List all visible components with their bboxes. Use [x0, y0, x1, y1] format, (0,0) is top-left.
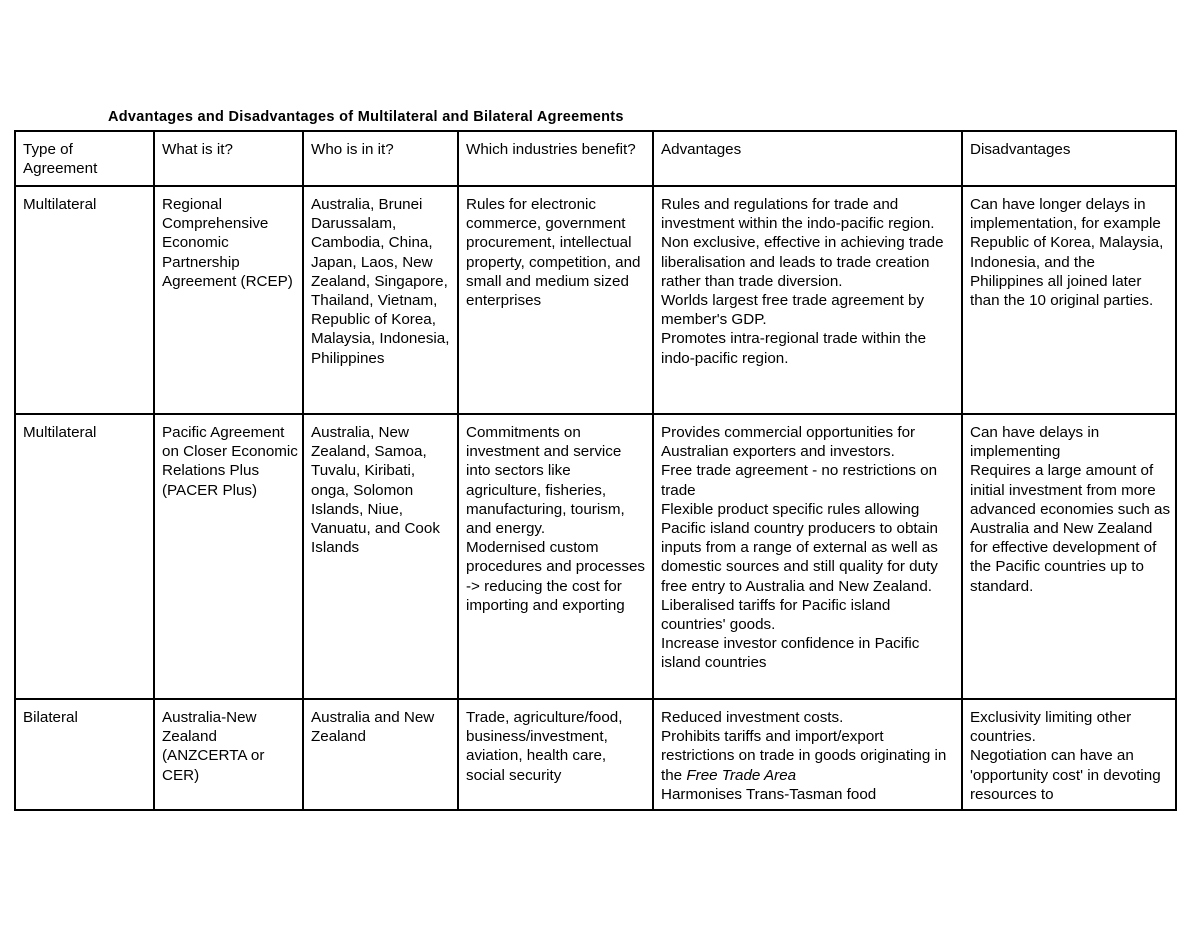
table-header-row	[15, 131, 1176, 186]
cell-industries: Trade, agriculture/food, business/investment, aviation, health care, social security	[458, 699, 653, 810]
disadvantage-item: Exclusivity limiting other countries.	[970, 709, 1132, 746]
table-row	[15, 186, 1176, 414]
advantage-item: Harmonises Trans-Tasman food	[661, 785, 877, 803]
table-row	[15, 414, 1176, 699]
header-who-is-in-it: Who is in it?	[303, 131, 458, 186]
advantage-item: Non exclusive, effective in achieving trade liberalisation and leads to trade creation rather than trade diversion.	[661, 234, 944, 290]
disadvantage-item: Can have longer delays in implementation, for example Republic of Korea, Malaysia, Indonesia, and the Philippines all joined later than the 10 original parties.	[970, 196, 1164, 310]
disadvantage-item: Negotiation can have an 'opportunity cost' in devoting resources to	[970, 747, 1161, 803]
free-trade-area-emphasis: Free Trade Area	[686, 766, 797, 784]
disadvantage-item: Requires a large amount of initial investment from more advanced economies such as Australia and New Zealand for effective development of the Pacific countries up to standard.	[970, 462, 1171, 595]
cell-industries	[458, 414, 653, 699]
advantage-item	[661, 727, 957, 785]
cell-who: Australia, Brunei Darussalam, Cambodia, China, Japan, Laos, New Zealand, Singapore, Thailand, Vietnam, Republic of Korea, Malaysia, Indonesia, Philippines	[303, 186, 458, 414]
advantage-item: Rules and regulations for trade and investment within the indo-pacific region.	[661, 196, 935, 233]
advantage-item: Promotes intra-regional trade within the indo-pacific region.	[661, 330, 927, 367]
industry-item: Commitments on investment and service into sectors like agriculture, fisheries, manufacturing, tourism, and energy.	[466, 424, 625, 538]
cell-advantages	[653, 414, 962, 699]
cell-what: Pacific Agreement on Closer Economic Relations Plus (PACER Plus)	[154, 414, 303, 699]
cell-type: Bilateral	[15, 699, 154, 810]
advantage-item: Flexible product specific rules allowing Pacific island country producers to obtain inputs from a range of external as well as domestic sources and still quality for duty free entry to Australia and New Zealand.	[661, 500, 938, 595]
advantage-item: Increase investor confidence in Pacific island countries	[661, 635, 920, 672]
cell-who: Australia and New Zealand	[303, 699, 458, 810]
advantage-text: Prohibits tariffs and import/export restrictions on trade in goods originating in the	[661, 728, 947, 784]
disadvantage-item: Can have delays in implementing	[970, 424, 1100, 461]
cell-advantages	[653, 699, 962, 810]
cell-disadvantages	[962, 186, 1176, 414]
cell-who: Australia, New Zealand, Samoa, Tuvalu, Kiribati, onga, Solomon Islands, Niue, Vanuatu, and Cook Islands	[303, 414, 458, 699]
cell-advantages	[653, 186, 962, 414]
header-advantages: Advantages	[653, 131, 962, 186]
header-disadvantages: Disadvantages	[962, 131, 1176, 186]
cell-disadvantages	[962, 699, 1176, 810]
cell-type: Multilateral	[15, 414, 154, 699]
table-row	[15, 699, 1176, 810]
advantage-item: Provides commercial opportunities for Australian exporters and investors.	[661, 424, 916, 461]
advantage-item: Free trade agreement - no restrictions on trade	[661, 462, 938, 499]
cell-disadvantages	[962, 414, 1176, 699]
cell-type: Multilateral	[15, 186, 154, 414]
advantage-item: Liberalised tariffs for Pacific island countries' goods.	[661, 596, 891, 634]
cell-what: Australia-New Zealand (ANZCERTA or CER)	[154, 699, 303, 810]
industry-item: Modernised custom procedures and processes -> reducing the cost for importing and exporting	[466, 539, 645, 614]
cell-industries: Rules for electronic commerce, government procurement, intellectual property, competition, and small and medium sized enterprises	[458, 186, 653, 414]
cell-what: Regional Comprehensive Economic Partnership Agreement (RCEP)	[154, 186, 303, 414]
header-industries: Which industries benefit?	[458, 131, 653, 186]
header-type-of-agreement: Type of Agreement	[15, 131, 154, 186]
header-what-is-it: What is it?	[154, 131, 303, 186]
advantage-item: Worlds largest free trade agreement by member's GDP.	[661, 292, 925, 329]
agreements-table	[14, 130, 1177, 811]
document-title: Advantages and Disadvantages of Multilateral and Bilateral Agreements	[108, 109, 624, 125]
advantage-item: Reduced investment costs.	[661, 709, 844, 726]
